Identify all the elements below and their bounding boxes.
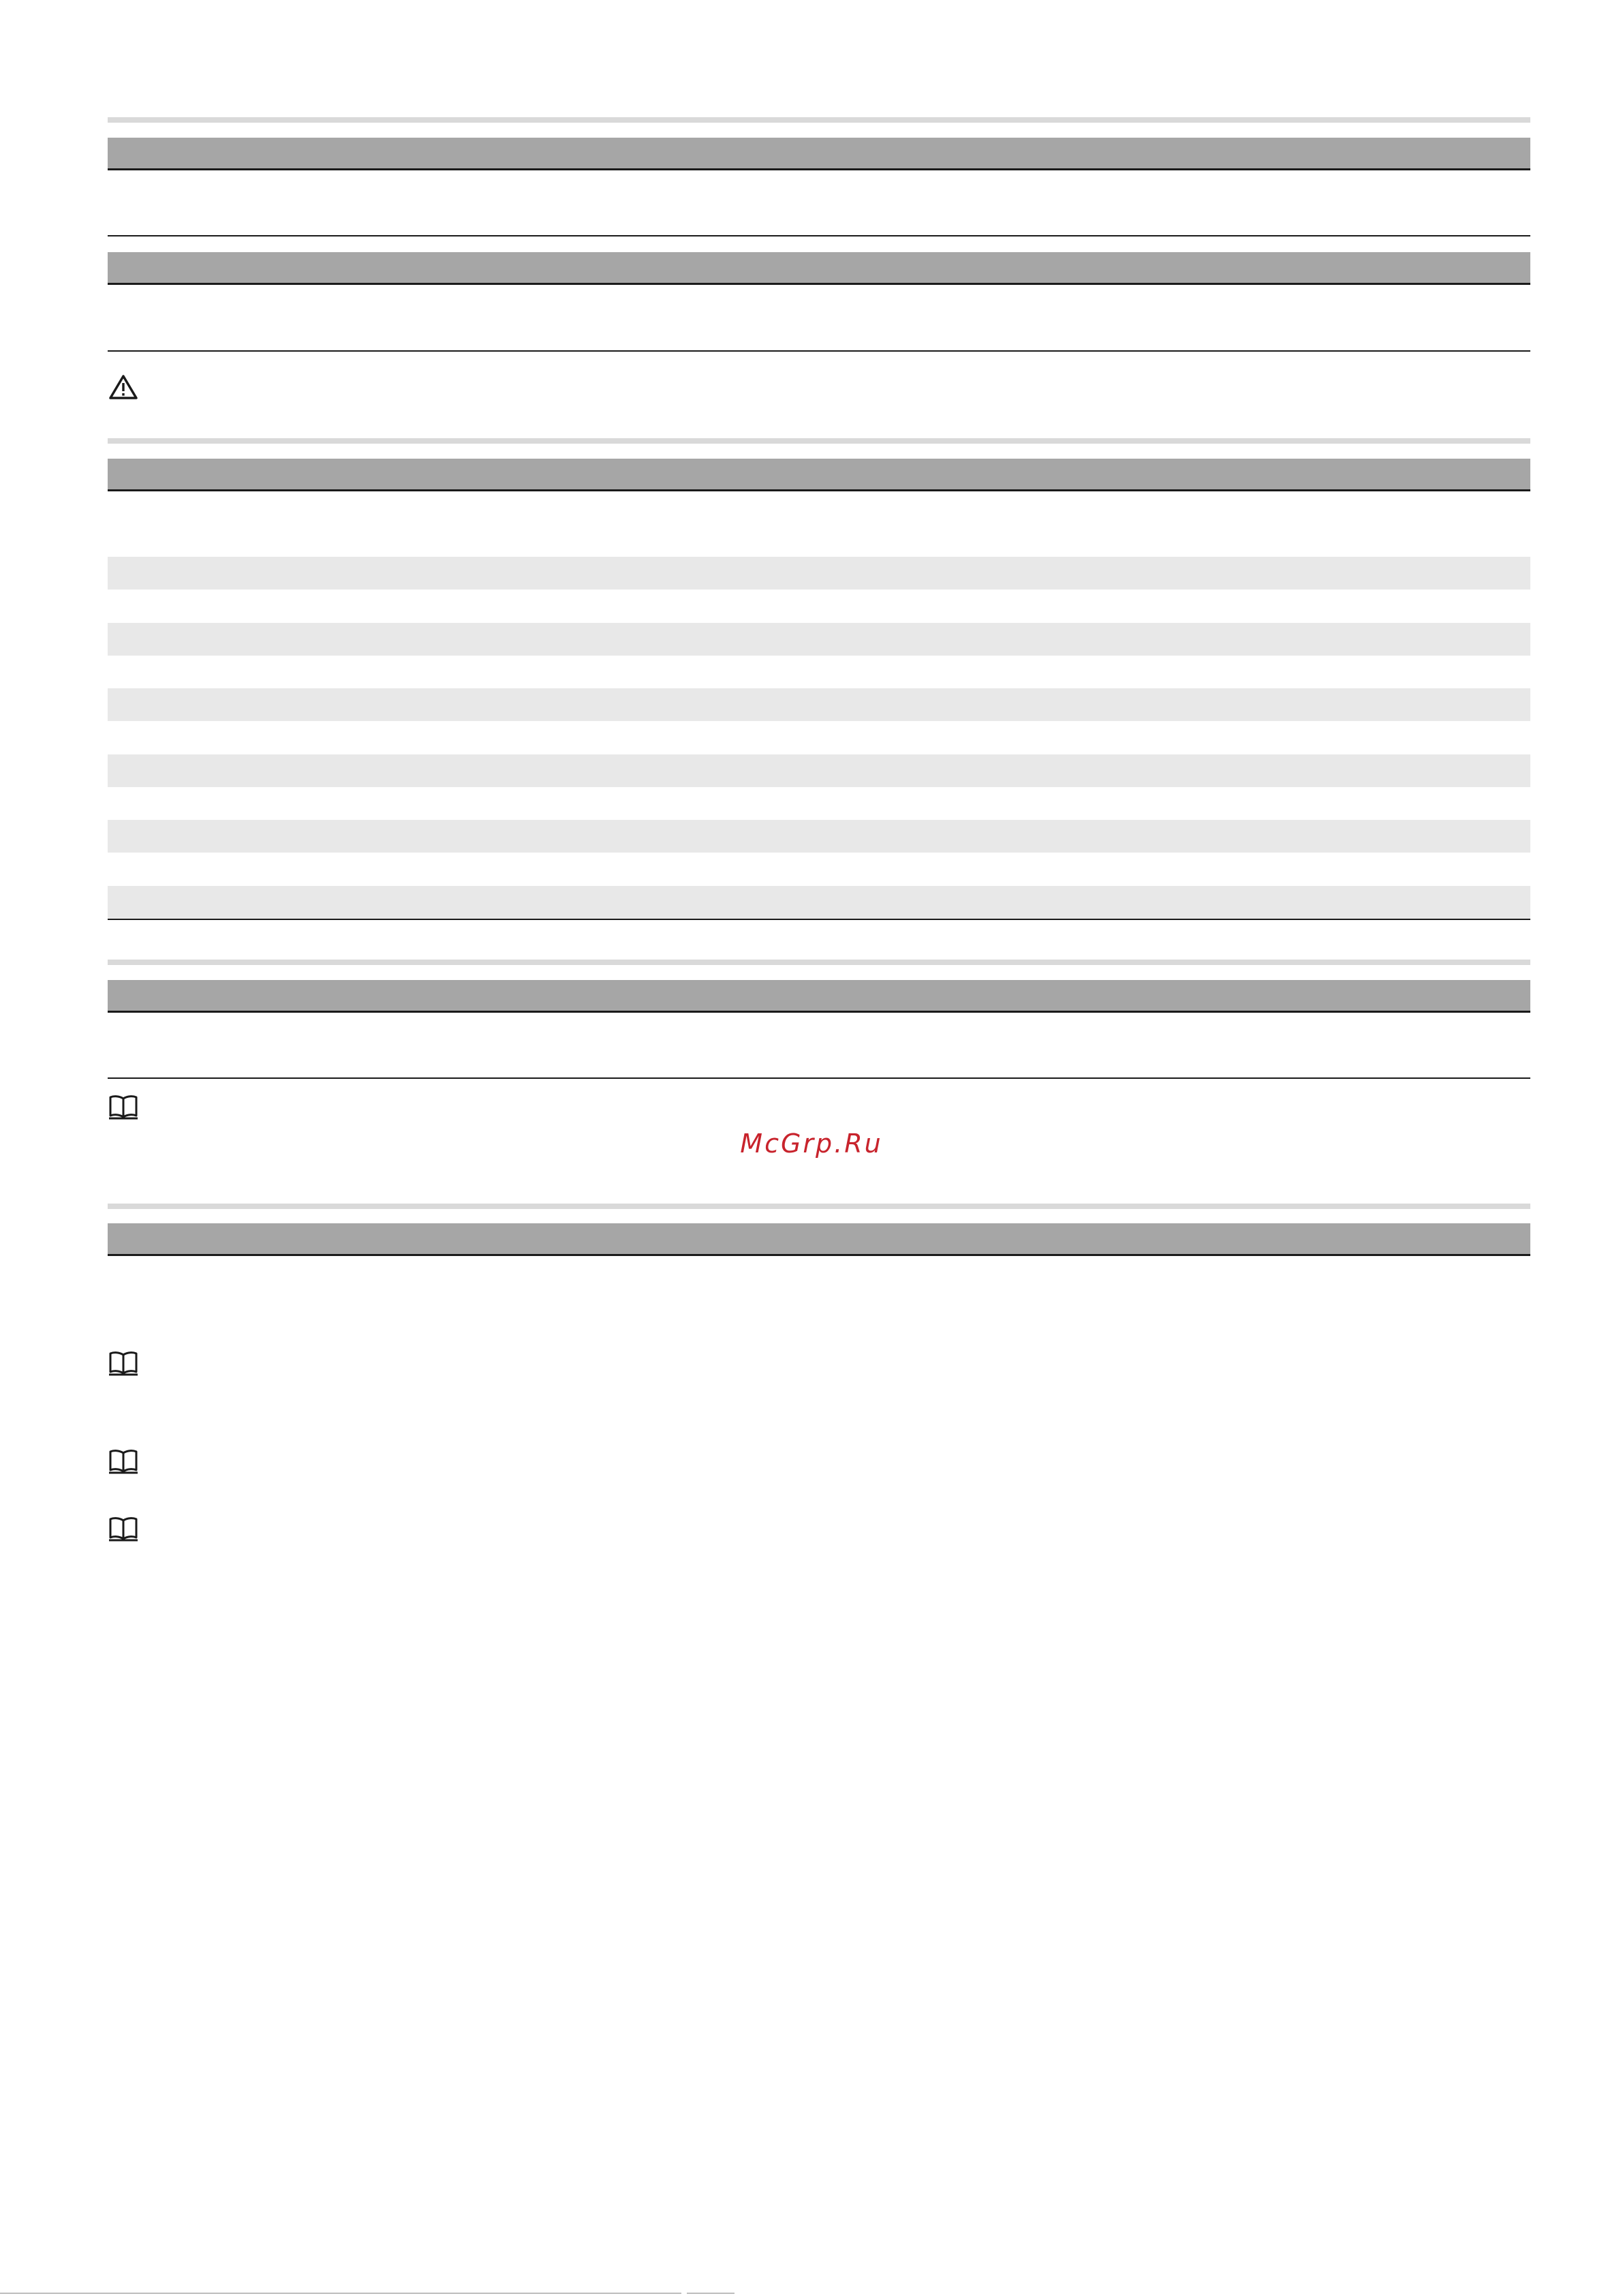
table-row-stripe [108,557,1530,590]
section-header-bar [108,252,1530,285]
watermark: McGrp.Ru [740,1129,883,1159]
section-separator [108,117,1530,123]
open-book-icon [108,1515,139,1542]
table-row-stripe [108,820,1530,853]
open-book-icon [108,1093,139,1120]
table-row-stripe [108,886,1530,919]
section-separator [108,960,1530,965]
section-bottom-rule [108,1077,1530,1079]
section-bottom-rule [108,235,1530,236]
open-book-icon [108,1349,139,1377]
footer-rule [687,2293,735,2294]
table-row-stripe [108,754,1530,787]
warning-triangle-icon [108,373,139,401]
footer-rule [0,2293,681,2294]
table-header-bar [108,459,1530,491]
table-row-stripe [108,688,1530,721]
section-bottom-rule [108,350,1530,352]
section-header-bar [108,138,1530,170]
section-separator [108,1204,1530,1209]
section-separator [108,438,1530,444]
table-bottom-rule [108,919,1530,920]
section-header-bar [108,1223,1530,1256]
section-header-bar [108,980,1530,1013]
open-book-icon [108,1448,139,1475]
table-row-stripe [108,623,1530,656]
